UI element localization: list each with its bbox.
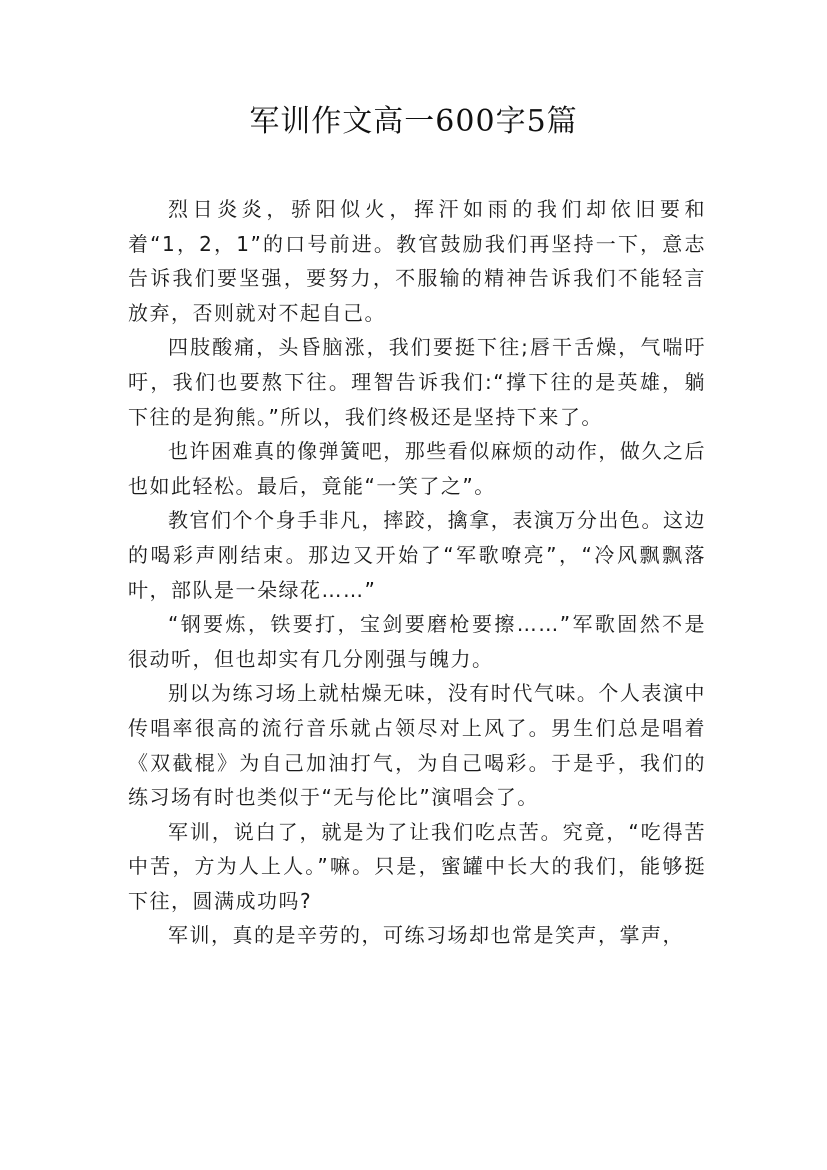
document-body — [128, 192, 706, 953]
paragraph: 也许困难真的像弹簧吧，那些看似麻烦的动作，做久之后也如此轻松。最后，竟能“一笑了之”。 — [128, 439, 706, 498]
paragraph: 别以为练习场上就枯燥无味，没有时代气味。个人表演中传唱率很高的流行音乐就占领尽对上风了。男生们总是唱着《双截棍》为自己加油打气，为自己喝彩。于是乎，我们的练习场有时也类似于“无与伦比”演唱会了。 — [128, 681, 706, 810]
paragraph: 军训，真的是辛劳的，可练习场却也常是笑声，掌声， — [168, 923, 684, 948]
paragraph: 军训，说白了，就是为了让我们吃点苦。究竟，“吃得苦中苦，方为人上人。”嘛。只是，蜜罐中长大的我们，能够挺下往，圆满成功吗? — [128, 819, 706, 913]
document-title: 军训作文高一600字5篇 — [249, 104, 578, 139]
paragraph: 烈日炎炎，骄阳似火，挥汗如雨的我们却依旧要和着“1，2，1”的口号前进。教官鼓励我们再坚持一下，意志告诉我们要坚强，要努力，不服输的精神告诉我们不能轻言放弃，否则就对不起自己。 — [128, 197, 706, 325]
paragraph: 四肢酸痛，头昏脑涨，我们要挺下往;唇干舌燥，气喘吁吁，我们也要熬下往。理智告诉我们:“撑下往的是英雄，躺下往的是狗熊。”所以，我们终极还是坚持下来了。 — [128, 335, 706, 429]
paragraph: “钢要炼，铁要打，宝剑要磨枪要擦……”军歌固然不是很动听，但也却实有几分刚强与魄力。 — [128, 612, 706, 671]
paragraph: 教官们个个身手非凡，摔跤，擒拿，表演万分出色。这边的喝彩声刚结束。那边又开始了“军歌嘹亮”，“冷风飘飘落叶，部队是一朵绿花……” — [128, 508, 706, 602]
